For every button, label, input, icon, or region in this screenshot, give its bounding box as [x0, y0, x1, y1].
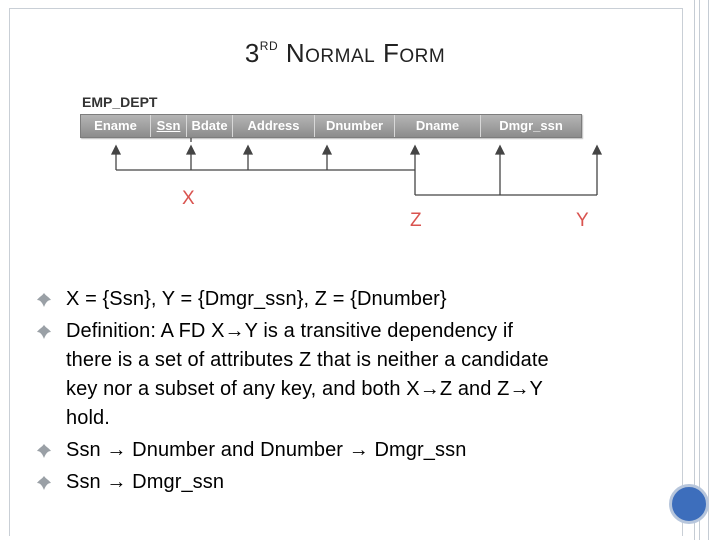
attr-address: Address — [233, 115, 315, 137]
arrowhead-dnumber-up — [411, 146, 419, 154]
label-x: X — [182, 188, 195, 209]
attr-dmgr-ssn: Dmgr_ssn — [481, 115, 581, 137]
title-word2-cap: F — [382, 38, 400, 68]
arrowhead-dmgr — [593, 146, 601, 154]
title-word1-cap: N — [285, 38, 306, 68]
bullet-text-1: X = {Ssn}, Y = {Dmgr_ssn}, Z = {Dnumber} — [66, 288, 447, 310]
attr-dname: Dname — [395, 115, 481, 137]
corner-circle-decoration — [669, 484, 709, 524]
bullet-text-2-line-2: there is a set of attributes Z that is neither a candidate — [66, 349, 549, 371]
leaf-bullet-icon — [36, 292, 52, 308]
bullet-text-2-line-4: hold. — [66, 407, 110, 429]
label-y: Y — [576, 210, 589, 231]
title-word2-rest: ORM — [399, 46, 446, 67]
label-z: Z — [410, 210, 422, 231]
leaf-bullet-icon — [36, 475, 52, 491]
attr-ename: Ename — [81, 115, 151, 137]
attr-bdate: Bdate — [187, 115, 233, 137]
arrowhead-ssn — [187, 146, 195, 154]
dependency-arrows — [70, 90, 660, 240]
bullet-list — [36, 285, 666, 500]
bullet-item-1 — [36, 285, 666, 314]
relation-name: EMP_DEPT — [82, 94, 158, 110]
attr-ssn: Ssn — [151, 115, 187, 137]
title-word1-rest: ORMAL — [305, 46, 376, 67]
arrowhead-address — [323, 146, 331, 154]
bullet-item-2 — [36, 317, 666, 433]
emp-dept-diagram — [70, 90, 660, 240]
bullet-text-3: Ssn → Dnumber and Dnumber → Dmgr_ssn — [66, 439, 467, 461]
bullet-item-3 — [36, 436, 666, 465]
right-decor-lines — [690, 0, 720, 540]
bullet-text-2-line-1: Definition: A FD X→Y is a transitive dependency if — [66, 320, 514, 342]
arrowhead-dname — [496, 146, 504, 154]
title-num: 3 — [244, 38, 260, 68]
title-sup: RD — [259, 39, 279, 53]
bullet-text-2-line-3: key nor a subset of any key, and both X→Z and Z→Y — [66, 378, 543, 400]
bullet-item-4 — [36, 468, 666, 497]
arrowhead-ename — [112, 146, 120, 154]
bullet-text-4: Ssn → Dmgr_ssn — [66, 471, 225, 493]
leaf-bullet-icon — [36, 443, 52, 459]
arrowhead-bdate — [244, 146, 252, 154]
page-title — [0, 38, 690, 69]
attr-dnumber: Dnumber — [315, 115, 395, 137]
leaf-bullet-icon — [36, 324, 52, 340]
